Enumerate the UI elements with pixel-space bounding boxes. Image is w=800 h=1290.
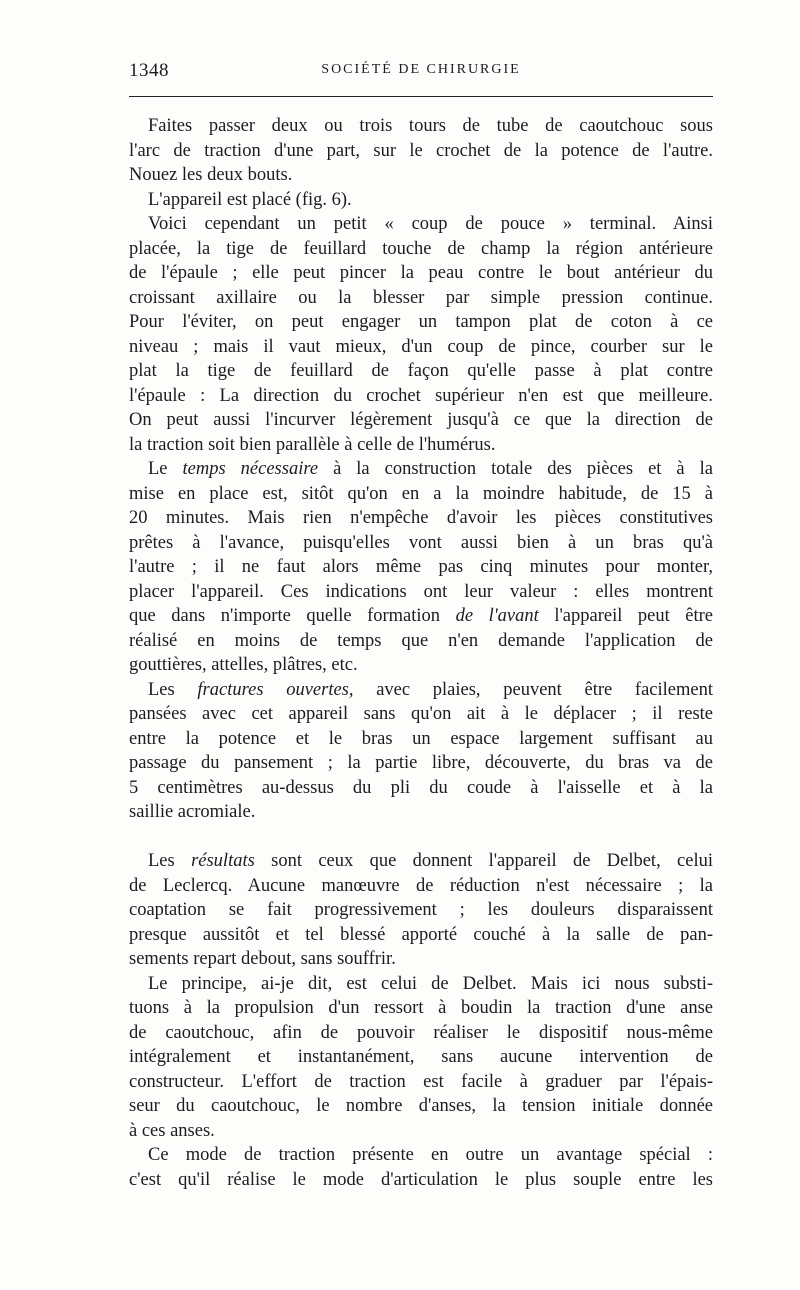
text-line: constructeur. L'effort de traction est facile à graduer par l'épais- xyxy=(129,1071,713,1092)
paragraph xyxy=(129,678,713,825)
text-line: placée, la tige de feuillard touche de champ la région antérieure xyxy=(129,238,713,259)
paragraph xyxy=(129,114,713,188)
emphasis: de l'avant xyxy=(455,606,539,626)
emphasis: temps nécessaire xyxy=(182,459,319,479)
text-line: l'épaule : La direction du crochet supérieur n'en est que meilleure. xyxy=(129,385,713,406)
text-line: à ces anses. xyxy=(129,1120,215,1141)
text-line: l'arc de traction d'une part, sur le crochet de la potence de l'autre. xyxy=(129,140,713,161)
text-line: Faites passer deux ou trois tours de tube de caoutchouc sous xyxy=(148,116,713,136)
text-line: de Leclercq. Aucune manœuvre de réduction n'est nécessaire ; la xyxy=(129,875,713,896)
text-line: passage du pansement ; la partie libre, découverte, du bras va de xyxy=(129,753,713,773)
text-line: la traction soit bien parallèle à celle de l'humérus. xyxy=(129,434,496,455)
text-line: c'est qu'il réalise le mode d'articulation le plus souple entre les xyxy=(129,1169,713,1190)
text-line: réalisé en moins de temps que n'en demande l'application de xyxy=(129,630,713,651)
text-line: entre la potence et le bras un espace largement suffisant au xyxy=(129,728,713,749)
text-line: seur du caoutchouc, le nombre d'anses, la tension initiale donnée xyxy=(129,1096,713,1116)
text-line: placer l'appareil. Ces indications ont leur valeur : elles montrent xyxy=(129,581,713,602)
paragraph xyxy=(129,188,713,213)
section-gap xyxy=(129,825,713,850)
paragraph xyxy=(129,212,713,457)
text-line: de l'épaule ; elle peut pincer la peau contre le bout antérieur du xyxy=(129,263,713,283)
text-line: L'appareil est placé (fig. 6). xyxy=(148,189,352,210)
paragraph xyxy=(129,457,713,678)
text-line: Pour l'éviter, on peut engager un tampon plat de coton à ce xyxy=(129,312,713,332)
text-line: 20 minutes. Mais rien n'empêche d'avoir les pièces constitutives xyxy=(129,508,713,528)
text-line: Ce mode de traction présente en outre un avantage spécial : xyxy=(148,1145,713,1165)
text-line: de caoutchouc, afin de pouvoir réaliser le dispositif nous-même xyxy=(129,1022,713,1043)
paragraph xyxy=(129,972,713,1144)
text-line: Le temps nécessaire à la construction totale des pièces et à la xyxy=(148,459,713,479)
text-line: sements repart debout, sans souffrir. xyxy=(129,949,396,969)
text-line: Les résultats sont ceux que donnent l'appareil de Delbet, celui xyxy=(148,851,713,871)
text-line: pansées avec cet appareil sans qu'on ait à le déplacer ; il reste xyxy=(129,704,713,724)
running-title: SOCIÉTÉ DE CHIRURGIE xyxy=(321,62,521,77)
text-line: Le principe, ai-je dit, est celui de Delbet. Mais ici nous substi- xyxy=(148,973,713,994)
text-line: presque aussitôt et tel blessé apporté couché à la salle de pan- xyxy=(129,924,713,945)
body-text xyxy=(129,114,713,1192)
text-line: plat la tige de feuillard de façon qu'elle passe à plat contre xyxy=(129,361,713,381)
header-rule xyxy=(129,96,713,97)
text-line: que dans n'importe quelle formation de l'avant l'appareil peut être xyxy=(129,606,714,626)
running-header xyxy=(129,60,713,84)
paragraph xyxy=(129,849,713,972)
text-line: On peut aussi l'incurver légèrement jusqu'à ce que la direction de xyxy=(129,410,713,430)
paragraph xyxy=(129,1143,713,1192)
text-line: saillie acromiale. xyxy=(129,802,256,822)
text-line: tuons à la propulsion d'un ressort à boudin la traction d'une anse xyxy=(129,998,713,1018)
text-line: mise en place est, sitôt qu'on en a la moindre habitude, de 15 à xyxy=(129,483,713,504)
text-line: intégralement et instantanément, sans aucune intervention de xyxy=(129,1047,713,1067)
text-line: coaptation se fait progressivement ; les douleurs disparaissent xyxy=(129,900,713,920)
text-line: prêtes à l'avance, puisqu'elles vont aussi bien à un bras qu'à xyxy=(129,532,713,553)
page-number: 1348 xyxy=(129,60,169,81)
emphasis: résultats xyxy=(191,851,255,871)
text-line: gouttières, attelles, plâtres, etc. xyxy=(129,655,358,675)
text-line: croissant axillaire ou la blesser par simple pression continue. xyxy=(129,287,713,308)
text-line: 5 centimètres au-dessus du pli du coude à l'aisselle et à la xyxy=(129,777,713,798)
emphasis: fractures ouvertes xyxy=(197,679,349,700)
text-line: l'autre ; il ne faut alors même pas cinq minutes pour monter, xyxy=(129,557,713,577)
text-line: niveau ; mais il vaut mieux, d'un coup de pince, courber sur le xyxy=(129,336,713,357)
text-line: Nouez les deux bouts. xyxy=(129,165,293,185)
text-line: Voici cependant un petit « coup de pouce » terminal. Ainsi xyxy=(148,214,713,234)
text-line: Les fractures ouvertes, avec plaies, peuvent être facilement xyxy=(148,679,713,700)
